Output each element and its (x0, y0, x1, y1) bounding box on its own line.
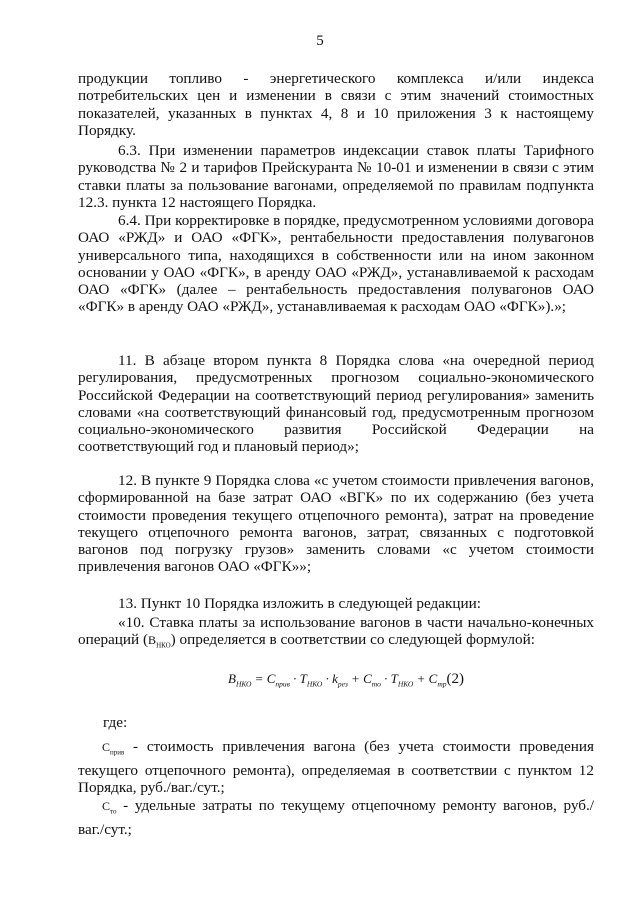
page-number: 5 (316, 33, 324, 49)
definition-c-priv: $C_{прив}$ - стоимость привлечения вагона (без учета стоимости проведения текущего отцепочного ремонта), определяемая в соответствии с пунктом 12 Порядка, руб./ваг./сут.; (78, 738, 594, 796)
intro-text-start: «10. Ставка платы за использование вагонов в части начально-конечных операций ( (78, 614, 594, 649)
paragraph-12: 12. В пункте 9 Порядка слова «с учетом стоимости привлечения вагонов, сформированной на базе затрат ОАО «ВГК» по их содержанию (без учета стоимости проведения текущего отцепочного ремонта), затрат на проведение текущего отцепочного ремонта вагонов, затрат, связанных с подготовкой вагонов под погрузку грузов» заменить словами «с учетом стоимости привлечения вагонов ОАО «ФГК»»; (78, 472, 594, 576)
paragraph-continuation: продукции топливо - энергетического комплекса и/или индекса потребительских цен и изменении в связи с этим значений стоимостных показателей, указанных в пунктах 4, 8 и 10 приложения 3 к настоящему Порядку. (78, 70, 594, 139)
c-priv-symbol: $C_{прив}$ (102, 740, 125, 757)
c-to-symbol: $C_{то}$ (102, 799, 117, 816)
paragraph-6-4: 6.4. При корректировке в порядке, предусмотренном условиями договора ОАО «РЖД» и ОАО «ФГК», рентабельности предоставления полувагонов универсального типа, находящихся в собственности или на ином законном основании у ОАО «ФГК», в аренду ОАО «РЖД», устанавливаемой к расходам ОАО «ФГК» (далее – рентабельность предоставления полувагонов ОАО «ФГК» в аренду ОАО «РЖД», устанавливаемая к расходам ОАО «ФГК»).»; (78, 212, 594, 316)
b-nko-symbol: $B_{НКО}$ (148, 633, 171, 650)
formula-2: $B_{НКО} = C_{прив} \cdot T_{НКО} \cdot k_{рез} + C_{то} \cdot T_{НКО} + C_{тр}(2)$ (228, 671, 464, 689)
paragraph-11: 11. В абзаце втором пункта 8 Порядка слова «на очередной период регулирования, предусмотренных прогнозом социально-экономического Российской Федерации на соответствующий период регулирования» заменить словами «на соответствующий финансовый год, предусмотренным прогнозом социально-экономического развития Российской Федерации на соответствующий год и плановый период»; (78, 352, 594, 456)
where-label: где: (103, 714, 128, 731)
definition-c-to: $C_{то}$ - удельные затраты по текущему отцепочному ремонту вагонов, руб./ваг./сут.; (78, 797, 594, 838)
paragraph-6-3: 6.3. При изменении параметров индексации ставок платы Тарифного руководства № 2 и тарифов Прейскуранта № 10-01 и изменении в связи с этим ставки платы за пользование вагонами, определяемой по правилам подпункта 12.3. пункта 12 настоящего Порядка. (78, 142, 594, 211)
formula-number: (2) (446, 671, 464, 687)
intro-text-end: ) определяется в соответствии со следующей формулой: (170, 631, 535, 649)
paragraph-10-formula-intro (78, 614, 594, 655)
paragraph-13: 13. Пункт 10 Порядка изложить в следующей редакции: (118, 595, 481, 612)
